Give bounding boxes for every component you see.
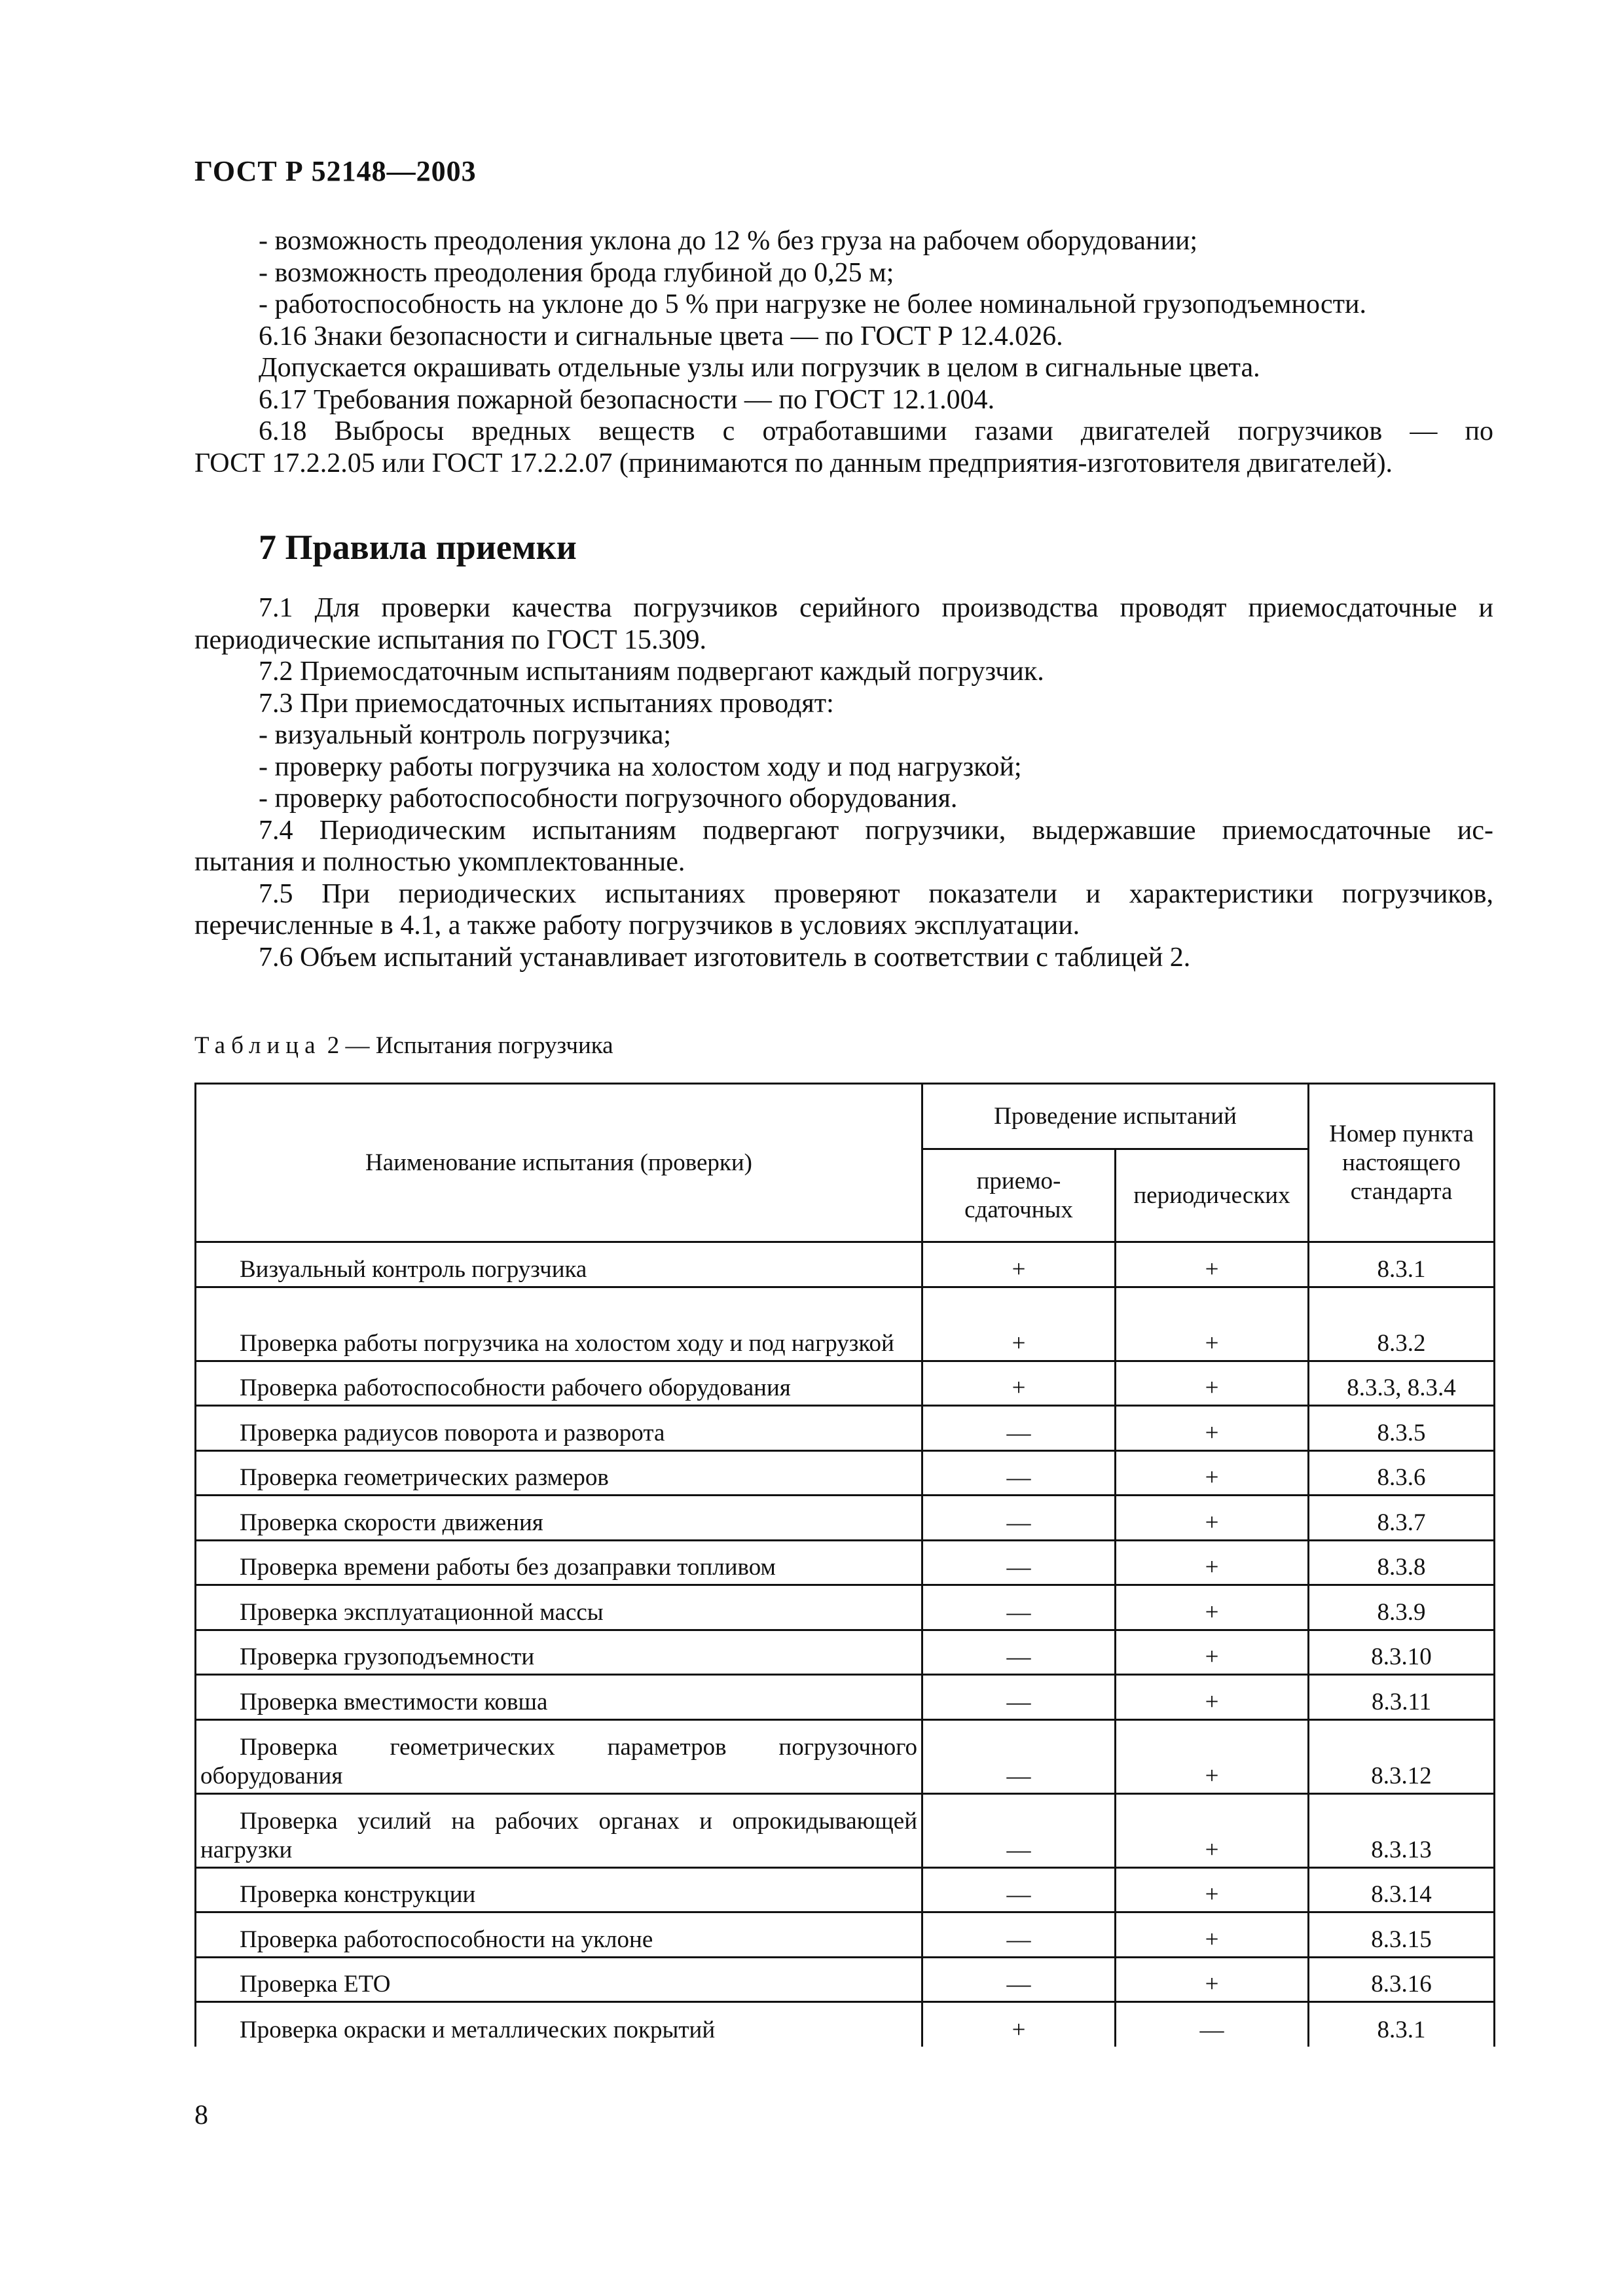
row-acceptance-cell: — — [922, 1406, 1116, 1451]
text-line: перечисленные в 4.1, а также работу погрузчиков в условиях эксплуатации. — [194, 910, 1080, 941]
row-number-cell: 8.3.5 — [1309, 1406, 1495, 1451]
row-acceptance-cell: + — [922, 1361, 1116, 1406]
text-line: 7.6 Объем испытаний устанавливает изготовитель в соответствии с таблицей 2. — [259, 942, 1191, 973]
section-7-body — [194, 592, 1493, 973]
row-name-cell — [196, 1287, 922, 1361]
row-name-text: Проверка окраски и металлических покрытий — [240, 2017, 716, 2043]
row-periodic-cell: + — [1116, 1630, 1309, 1675]
table-row — [196, 1719, 1495, 1793]
row-name-cell — [196, 1675, 922, 1720]
column-header-periodic: периодических — [1116, 1149, 1309, 1242]
row-name-text: Проверка работоспособности рабочего оборудования — [240, 1374, 791, 1401]
row-number-cell: 8.3.11 — [1309, 1675, 1495, 1720]
text-line: ГОСТ 17.2.2.05 или ГОСТ 17.2.2.07 (принимаются по данным предприятия-изготовителя двигателей). — [194, 448, 1393, 478]
row-number-cell: 8.3.1 — [1309, 1242, 1495, 1287]
text-line: 7.1 Для проверки качества погрузчиков серийного производства проводят приемосдаточные и — [259, 593, 1493, 623]
document-header: ГОСТ Р 52148—2003 — [194, 155, 477, 187]
row-name-text: Проверка геометрических размеров — [240, 1464, 609, 1491]
row-number-cell: 8.3.15 — [1309, 1912, 1495, 1958]
row-number-cell: 8.3.16 — [1309, 1957, 1495, 2002]
row-periodic-cell: + — [1116, 1287, 1309, 1361]
row-name-text: Проверка радиусов поворота и разворота — [240, 1419, 665, 1446]
header-line: стандарта — [1350, 1177, 1453, 1205]
row-acceptance-cell: — — [922, 1630, 1116, 1675]
row-name-text: Проверка грузоподъемности — [240, 1643, 535, 1670]
table-row — [196, 1585, 1495, 1630]
row-periodic-cell: + — [1116, 1496, 1309, 1541]
row-name-text: Визуальный контроль погрузчика — [240, 1255, 587, 1283]
top-paragraphs — [194, 225, 1493, 479]
text-line: 7.3 При приемосдаточных испытаниях проводят: — [259, 688, 834, 719]
header-line: настоящего — [1342, 1149, 1461, 1176]
row-periodic-cell: + — [1116, 1719, 1309, 1793]
table-row — [196, 1793, 1495, 1867]
row-name-text: Проверка геометрических параметров погрузочного оборудования — [200, 1733, 917, 1789]
text-line: 6.16 Знаки безопасности и сигнальные цвета — по ГОСТ Р 12.4.026. — [259, 321, 1063, 351]
row-acceptance-cell: — — [922, 1912, 1116, 1958]
row-periodic-cell: + — [1116, 1793, 1309, 1867]
row-name-text: Проверка скорости движения — [240, 1509, 543, 1536]
row-name-cell — [196, 1242, 922, 1287]
row-acceptance-cell: + — [922, 1287, 1116, 1361]
text-line: - возможность преодоления брода глубиной до 0,25 м; — [259, 257, 894, 288]
page-number: 8 — [194, 2100, 208, 2130]
row-acceptance-cell: — — [922, 1793, 1116, 1867]
row-number-cell: 8.3.14 — [1309, 1867, 1495, 1912]
row-number-cell: 8.3.1 — [1309, 2002, 1495, 2047]
row-name-cell — [196, 1406, 922, 1451]
row-number-cell: 8.3.12 — [1309, 1719, 1495, 1793]
column-header-name: Наименование испытания (проверки) — [196, 1084, 922, 1242]
row-periodic-cell: + — [1116, 1867, 1309, 1912]
row-acceptance-cell: + — [922, 1242, 1116, 1287]
text-line: 6.17 Требования пожарной безопасности — по ГОСТ 12.1.004. — [259, 384, 995, 415]
row-periodic-cell: + — [1116, 1540, 1309, 1585]
row-name-cell — [196, 1361, 922, 1406]
row-number-cell: 8.3.10 — [1309, 1630, 1495, 1675]
table-row — [196, 1630, 1495, 1675]
row-acceptance-cell: — — [922, 1496, 1116, 1541]
row-number-cell: 8.3.3, 8.3.4 — [1309, 1361, 1495, 1406]
text-line: - возможность преодоления уклона до 12 % без груза на рабочем оборудовании; — [259, 226, 1198, 256]
column-header-number — [1309, 1084, 1495, 1242]
table-row — [196, 1540, 1495, 1585]
row-periodic-cell: + — [1116, 1450, 1309, 1496]
row-name-cell — [196, 1450, 922, 1496]
row-acceptance-cell: — — [922, 1867, 1116, 1912]
table-row — [196, 1450, 1495, 1496]
text-line: - проверку работы погрузчика на холостом ходу и под нагрузкой; — [259, 751, 1022, 782]
table-caption — [194, 1031, 613, 1060]
column-header-acceptance — [922, 1149, 1116, 1242]
table-row — [196, 1912, 1495, 1958]
tests-table — [194, 1083, 1495, 2047]
row-number-cell: 8.3.7 — [1309, 1496, 1495, 1541]
row-number-cell: 8.3.6 — [1309, 1450, 1495, 1496]
row-name-text: Проверка работы погрузчика на холостом ходу и под нагрузкой — [240, 1329, 894, 1357]
table-row — [196, 1957, 1495, 2002]
row-acceptance-cell: — — [922, 1719, 1116, 1793]
row-acceptance-cell: — — [922, 1585, 1116, 1630]
row-number-cell: 8.3.13 — [1309, 1793, 1495, 1867]
row-name-text: Проверка работоспособности на уклоне — [240, 1926, 653, 1953]
table-row — [196, 1406, 1495, 1451]
row-periodic-cell: + — [1116, 1675, 1309, 1720]
row-periodic-cell: + — [1116, 1585, 1309, 1630]
table-row — [196, 1242, 1495, 1287]
row-acceptance-cell: — — [922, 1957, 1116, 2002]
row-name-text: Проверка времени работы без дозаправки топливом — [240, 1554, 776, 1581]
header-line: приемо- — [976, 1167, 1061, 1194]
row-periodic-cell: + — [1116, 1912, 1309, 1958]
row-acceptance-cell: + — [922, 2002, 1116, 2047]
row-name-cell — [196, 1585, 922, 1630]
row-name-text: Проверка эксплуатационной массы — [240, 1598, 604, 1626]
row-name-cell — [196, 1867, 922, 1912]
table-caption-title: 2 — Испытания погрузчика — [321, 1032, 613, 1059]
text-line: Допускается окрашивать отдельные узлы или погрузчик в целом в сигнальные цвета. — [259, 353, 1260, 383]
row-name-cell — [196, 1793, 922, 1867]
row-number-cell: 8.3.8 — [1309, 1540, 1495, 1585]
row-periodic-cell: + — [1116, 1361, 1309, 1406]
row-name-cell — [196, 2002, 922, 2047]
row-name-cell — [196, 1912, 922, 1958]
table-row — [196, 1675, 1495, 1720]
row-name-cell — [196, 1719, 922, 1793]
row-acceptance-cell: — — [922, 1675, 1116, 1720]
row-acceptance-cell: — — [922, 1450, 1116, 1496]
row-periodic-cell: + — [1116, 1406, 1309, 1451]
row-periodic-cell: + — [1116, 1957, 1309, 2002]
table-row — [196, 1496, 1495, 1541]
row-number-cell: 8.3.2 — [1309, 1287, 1495, 1361]
header-line: сдаточных — [964, 1196, 1073, 1223]
text-line: - визуальный контроль погрузчика; — [259, 720, 671, 750]
row-acceptance-cell: — — [922, 1540, 1116, 1585]
text-line: 7.4 Периодическим испытаниям подвергают погрузчики, выдержавшие приемосдаточные ис- — [259, 815, 1493, 846]
row-number-cell: 8.3.9 — [1309, 1585, 1495, 1630]
table-row — [196, 1287, 1495, 1361]
text-line: 7.5 При периодических испытаниях проверяют показатели и характеристики погрузчиков, — [259, 878, 1493, 909]
table-body — [196, 1242, 1495, 2047]
text-line: - работоспособность на уклоне до 5 % при нагрузке не более номинальной грузоподъемности. — [259, 289, 1366, 319]
column-header-group: Проведение испытаний — [922, 1084, 1309, 1149]
text-line: пытания и полностью укомплектованные. — [194, 847, 685, 877]
row-periodic-cell: + — [1116, 1242, 1309, 1287]
text-line: - проверку работоспособности погрузочного оборудования. — [259, 783, 958, 814]
row-name-cell — [196, 1496, 922, 1541]
table-row — [196, 1867, 1495, 1912]
table-row — [196, 2002, 1495, 2047]
row-periodic-cell: — — [1116, 2002, 1309, 2047]
table-caption-label: Таблица — [194, 1032, 321, 1059]
row-name-text: Проверка усилий на рабочих органах и опрокидывающей нагрузки — [200, 1807, 917, 1863]
section-title: 7 Правила приемки — [259, 528, 577, 567]
row-name-text: Проверка вместимости ковша — [240, 1688, 548, 1715]
row-name-text: Проверка ЕТО — [240, 1971, 391, 1998]
text-line: 6.18 Выбросы вредных веществ с отработавшими газами двигателей погрузчиков — по — [259, 416, 1493, 446]
row-name-cell — [196, 1540, 922, 1585]
row-name-text: Проверка конструкции — [240, 1881, 476, 1908]
header-line: Номер пункта — [1329, 1120, 1474, 1147]
table-row — [196, 1361, 1495, 1406]
text-line: 7.2 Приемосдаточным испытаниям подвергают каждый погрузчик. — [259, 656, 1044, 687]
text-line: периодические испытания по ГОСТ 15.309. — [194, 624, 707, 655]
row-name-cell — [196, 1630, 922, 1675]
row-name-cell — [196, 1957, 922, 2002]
